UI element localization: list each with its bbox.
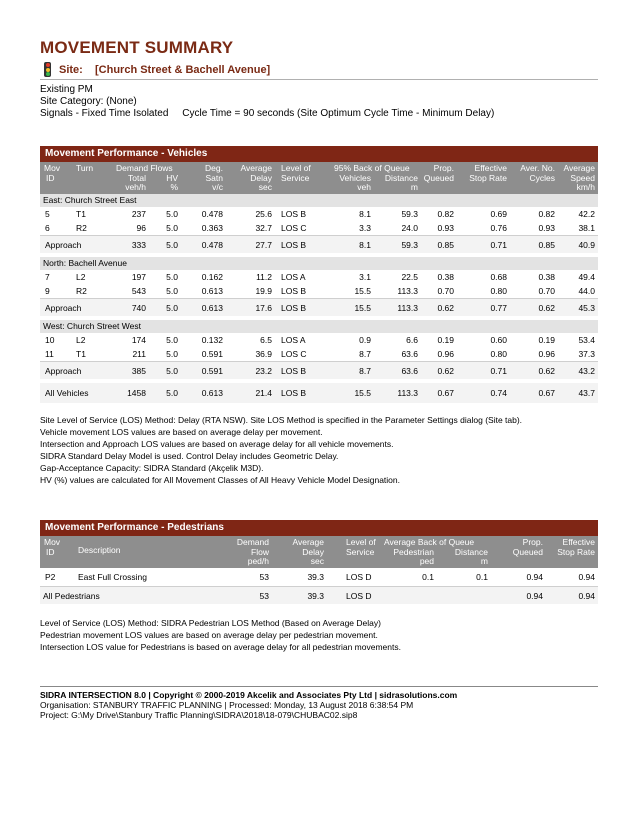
cell-dist: 0.1	[476, 572, 488, 582]
cell-delay: 23.2	[255, 366, 272, 376]
hdr-cycles: Cycles	[529, 172, 555, 183]
hdr-aver-no: Aver. No.	[520, 163, 555, 173]
cell-cycles: 0.19	[538, 335, 555, 345]
signals-info: Signals - Fixed Time Isolated Cycle Time = 90 seconds (Site Optimum Cycle Time - Minimum Delay)	[40, 108, 495, 119]
cell-delay: 21.4	[255, 388, 272, 398]
cell-hv: 5.0	[166, 240, 178, 250]
cell-mov: P2	[45, 572, 56, 582]
cell-veh: 15.5	[354, 303, 371, 313]
cell-speed: 43.2	[578, 366, 595, 376]
note-line: Gap-Acceptance Capacity: SIDRA Standard (Akçelik M3D).	[40, 463, 264, 473]
cell-stop: 0.80	[490, 286, 507, 296]
ped-hdr-ped: ped	[419, 556, 434, 566]
cell-speed: 45.3	[578, 303, 595, 313]
note-line: Level of Service (LOS) Method: SIDRA Pedestrian LOS Method (Based on Average Delay)	[40, 618, 381, 628]
cell-mov: All Vehicles	[45, 388, 89, 398]
cell-dist: 59.3	[401, 209, 418, 219]
cell-dist: 22.5	[401, 272, 418, 282]
cell-stop: 0.68	[490, 272, 507, 282]
cell-hv: 5.0	[166, 303, 178, 313]
cell-deg: 0.613	[201, 303, 223, 313]
cell-delay: 19.9	[255, 286, 272, 296]
cell-deg: 0.478	[201, 209, 223, 219]
hdr-back-queue: 95% Back of Queue	[334, 163, 410, 173]
ped-hdr-m: m	[480, 556, 488, 566]
cell-total: 197	[131, 272, 146, 282]
table-row	[40, 568, 598, 586]
cell-mov: 11	[45, 349, 54, 359]
site-name: [Church Street & Bachell Avenue]	[95, 64, 271, 76]
cell-cycles: 0.38	[538, 272, 555, 282]
ped-hdr-service: Service	[346, 546, 375, 557]
cell-turn: R2	[76, 223, 87, 233]
cell-stop: 0.76	[490, 223, 507, 233]
hdr-satn: Satn	[205, 172, 223, 183]
hdr-stop-rate: Stop Rate	[469, 172, 507, 183]
site-category: Site Category: (None)	[40, 96, 137, 107]
approach-section-header: North: Bachell Avenue	[40, 257, 598, 270]
site-label: Site:	[59, 64, 83, 76]
hdr-total: Total	[128, 172, 146, 183]
cell-stop: 0.94	[578, 591, 595, 601]
cell-total: 237	[131, 209, 146, 219]
table-row	[40, 284, 598, 298]
cell-ped: 0.1	[422, 572, 434, 582]
cell-total: 211	[132, 349, 146, 359]
cell-prop: 0.62	[437, 366, 454, 376]
cell-los: LOS B	[281, 209, 307, 219]
cell-los: LOS D	[346, 591, 372, 601]
cell-delay: 25.6	[255, 209, 272, 219]
ped-hdr-queued: Queued	[512, 546, 543, 557]
hdr-turn: Turn	[76, 163, 94, 173]
cell-cycles: 0.62	[538, 303, 555, 313]
cell-deg: 0.162	[201, 272, 223, 282]
table-row	[40, 347, 598, 361]
cell-veh: 8.7	[359, 349, 371, 359]
hdr-vehh: veh/h	[125, 182, 146, 192]
hdr-id: ID	[46, 172, 55, 183]
cell-dist: 24.0	[401, 223, 418, 233]
cell-label: All Pedestrians	[43, 591, 100, 601]
table-row	[40, 221, 598, 235]
cell-prop: 0.94	[526, 591, 543, 601]
cell-cycles: 0.67	[538, 388, 555, 398]
cell-stop: 0.74	[490, 388, 507, 398]
cell-hv: 5.0	[166, 272, 178, 282]
hdr-demand: Demand Flows	[116, 163, 173, 173]
approach-section-header: West: Church Street West	[40, 320, 598, 333]
ped-hdr-delay: Delay	[302, 546, 324, 557]
ped-hdr-levelof: Level of	[346, 537, 376, 547]
cell-prop: 0.82	[437, 209, 454, 219]
pedestrians-table	[40, 520, 598, 604]
cell-total: 1458	[127, 388, 146, 398]
footer-copyright: SIDRA INTERSECTION 8.0 | Copyright © 2000-2019 Akcelik and Associates Pty Ltd | sidrasolutions.com	[40, 690, 458, 700]
cell-dist: 63.6	[401, 366, 418, 376]
hdr-veh: veh	[357, 182, 371, 192]
note-line: HV (%) values are calculated for All Movement Classes of All Heavy Vehicle Model Designation.	[40, 475, 401, 485]
ped-hdr-pedestrian: Pedestrian	[393, 546, 434, 557]
cell-deg: 0.478	[201, 240, 223, 250]
cell-delay: 39.3	[307, 591, 324, 601]
cell-cycles: 0.62	[538, 366, 555, 376]
cell-veh: 3.1	[359, 272, 371, 282]
cell-flow: 53	[259, 591, 269, 601]
cell-delay: 11.2	[256, 272, 272, 282]
cell-total: 174	[131, 335, 146, 345]
ped-hdr-pedh: ped/h	[247, 556, 269, 566]
table-row	[40, 333, 598, 347]
cell-veh: 15.5	[354, 388, 371, 398]
table-row	[40, 270, 598, 284]
cell-prop: 0.94	[526, 572, 543, 582]
cell-hv: 5.0	[166, 349, 178, 359]
vehicles-table-title: Movement Performance - Vehicles	[40, 146, 598, 162]
footer-project: Project: G:\My Drive\Stanbury Traffic Planning\SIDRA\2018\18-079\CHUBAC02.sip8	[40, 710, 358, 720]
cell-deg: 0.613	[201, 388, 223, 398]
cell-stop: 0.71	[490, 240, 507, 250]
cell-deg: 0.132	[201, 335, 223, 345]
cell-los: LOS B	[281, 366, 307, 376]
cell-total: 96	[136, 223, 146, 233]
hdr-levelof: Level of	[281, 163, 311, 173]
cell-mov: 7	[45, 272, 50, 282]
cell-turn: T1	[76, 209, 86, 219]
cell-turn: L2	[76, 272, 86, 282]
hdr-pct: %	[170, 182, 178, 192]
cell-los: LOS C	[281, 349, 307, 359]
cell-speed: 37.3	[578, 349, 595, 359]
ped-hdr-back-queue: Average Back of Queue	[384, 537, 475, 547]
cell-prop: 0.67	[437, 388, 454, 398]
all-pedestrians-row	[40, 586, 598, 604]
hdr-service: Service	[281, 172, 310, 183]
cell-turn: T1	[76, 349, 86, 359]
cell-los: LOS D	[346, 572, 372, 582]
note-line: Intersection LOS value for Pedestrians is based on average delay for all pedestrian movements.	[40, 642, 401, 652]
note-line: Vehicle movement LOS values are based on average delay per movement.	[40, 427, 323, 437]
ped-hdr-distance: Distance	[454, 546, 488, 557]
ped-hdr-effective: Effective	[562, 537, 595, 547]
scenario-name: Existing PM	[40, 84, 93, 95]
hdr-vehicles: Vehicles	[339, 172, 371, 183]
cell-veh: 8.1	[359, 209, 371, 219]
cell-total: 333	[131, 240, 146, 250]
cell-prop: 0.96	[437, 349, 454, 359]
pedestrians-table-body	[40, 568, 598, 604]
hdr-average-speed: Average	[563, 163, 595, 173]
cell-dist: 113.3	[397, 286, 418, 296]
hdr-vc: v/c	[212, 182, 223, 192]
pedestrians-table-header	[40, 536, 598, 568]
hdr-queued: Queued	[423, 172, 454, 183]
cell-los: LOS A	[281, 335, 306, 345]
hdr-hv: HV	[166, 172, 178, 183]
cell-hv: 5.0	[166, 223, 178, 233]
cell-stop: 0.77	[490, 303, 507, 313]
cell-delay: 39.3	[307, 572, 324, 582]
cell-stop: 0.94	[578, 572, 595, 582]
cell-dist: 113.3	[397, 303, 418, 313]
ped-hdr-prop: Prop.	[522, 537, 543, 547]
cell-hv: 5.0	[166, 209, 178, 219]
cell-mov: 5	[45, 209, 50, 219]
vehicle-notes	[40, 414, 522, 486]
cell-veh: 8.7	[359, 366, 371, 376]
note-line: SIDRA Standard Delay Model is used. Control Delay includes Geometric Delay.	[40, 451, 339, 461]
cell-stop: 0.71	[490, 366, 507, 376]
cell-mov: 10	[45, 335, 55, 345]
cell-veh: 3.3	[359, 223, 371, 233]
hdr-m: m	[410, 182, 418, 192]
ped-hdr-mov: Mov	[44, 537, 61, 547]
cell-dist: 113.3	[397, 388, 418, 398]
ped-hdr-flow: Flow	[251, 546, 269, 557]
cell-total: 385	[131, 366, 146, 376]
ped-hdr-description: Description	[78, 545, 121, 555]
cell-dist: 6.6	[406, 335, 418, 345]
cell-prop: 0.62	[437, 303, 454, 313]
hdr-speed: Speed	[570, 172, 595, 183]
cell-hv: 5.0	[166, 335, 178, 345]
hdr-delay: Delay	[250, 172, 272, 183]
cell-speed: 49.4	[578, 272, 595, 282]
cell-prop: 0.70	[437, 286, 454, 296]
site-header	[40, 62, 598, 80]
approach-section-header: East: Church Street East	[40, 194, 598, 207]
cell-stop: 0.80	[490, 349, 507, 359]
cell-stop: 0.69	[490, 209, 507, 219]
cell-los: LOS B	[281, 240, 307, 250]
footer-organisation: Organisation: STANBURY TRAFFIC PLANNING | Processed: Monday, 13 August 2018 6:38:54 PM	[40, 700, 414, 710]
page-title: MOVEMENT SUMMARY	[40, 38, 234, 57]
ped-hdr-demand: Demand	[236, 537, 269, 547]
cell-delay: 27.7	[255, 240, 272, 250]
cell-hv: 5.0	[166, 388, 178, 398]
pedestrians-table-title: Movement Performance - Pedestrians	[40, 520, 598, 536]
ped-hdr-id: ID	[46, 546, 55, 557]
cell-los: LOS B	[281, 388, 307, 398]
cell-cycles: 0.96	[538, 349, 555, 359]
cell-los: LOS B	[281, 286, 307, 296]
traffic-light-icon	[44, 62, 51, 77]
cell-veh: 8.1	[359, 240, 371, 250]
cell-dist: 63.6	[401, 349, 418, 359]
hdr-kmh: km/h	[576, 182, 595, 192]
cell-mov: Approach	[45, 240, 82, 250]
cell-mov: 9	[45, 286, 50, 296]
cell-prop: 0.19	[437, 335, 454, 345]
ped-hdr-stop-rate: Stop Rate	[557, 546, 595, 557]
cell-speed: 44.0	[578, 286, 595, 296]
cell-total: 740	[131, 303, 146, 313]
ped-hdr-average: Average	[292, 537, 324, 547]
note-line: Intersection and Approach LOS values are based on average delay for all vehicle movements.	[40, 439, 394, 449]
hdr-distance: Distance	[384, 172, 418, 183]
vehicles-table-header	[40, 162, 598, 194]
cell-veh: 0.9	[359, 335, 371, 345]
vehicles-table-body	[40, 194, 598, 403]
all-vehicles-row	[40, 383, 598, 403]
approach-total-row	[40, 298, 598, 316]
cell-speed: 38.1	[578, 223, 595, 233]
cell-delay: 6.5	[260, 335, 272, 345]
cell-stop: 0.60	[490, 335, 507, 345]
cell-speed: 40.9	[578, 240, 595, 250]
cell-speed: 53.4	[578, 335, 595, 345]
cell-hv: 5.0	[166, 366, 178, 376]
hdr-average: Average	[240, 163, 272, 173]
cell-mov: 6	[45, 223, 50, 233]
cell-prop: 0.93	[437, 223, 454, 233]
cell-los: LOS B	[281, 303, 307, 313]
cell-speed: 42.2	[578, 209, 595, 219]
table-row	[40, 207, 598, 221]
cell-prop: 0.38	[437, 272, 454, 282]
note-line: Pedestrian movement LOS values are based on average delay per pedestrian movement.	[40, 630, 378, 640]
hdr-mov: Mov	[44, 163, 61, 173]
approach-total-row	[40, 361, 598, 379]
cell-prop: 0.85	[437, 240, 454, 250]
cell-delay: 17.6	[255, 303, 272, 313]
cell-flow: 53	[259, 572, 269, 582]
cell-cycles: 0.70	[538, 286, 555, 296]
ped-hdr-sec: sec	[310, 556, 324, 566]
cell-delay: 36.9	[255, 349, 272, 359]
hdr-sec: sec	[258, 182, 272, 192]
note-line: Site Level of Service (LOS) Method: Delay (RTA NSW). Site LOS Method is specified in the Parameter Settings dialog (Site tab).	[40, 415, 523, 425]
cell-mov: Approach	[45, 366, 82, 376]
pedestrian-notes	[40, 617, 401, 653]
cell-total: 543	[131, 286, 146, 296]
cell-mov: Approach	[45, 303, 82, 313]
hdr-deg: Deg.	[205, 163, 223, 173]
cell-deg: 0.613	[201, 286, 223, 296]
cell-turn: R2	[76, 286, 87, 296]
cell-delay: 32.7	[255, 223, 272, 233]
cell-deg: 0.591	[201, 349, 223, 359]
cell-dist: 59.3	[401, 240, 418, 250]
cell-deg: 0.591	[201, 366, 223, 376]
cell-veh: 15.5	[354, 286, 371, 296]
cell-hv: 5.0	[166, 286, 178, 296]
cell-speed: 43.7	[578, 388, 595, 398]
report-footer	[40, 686, 598, 720]
cell-cycles: 0.85	[538, 240, 555, 250]
hdr-effective: Effective	[474, 163, 507, 173]
hdr-prop: Prop.	[433, 163, 454, 173]
cell-los: LOS C	[281, 223, 307, 233]
cell-los: LOS A	[281, 272, 306, 282]
vehicles-table	[40, 146, 598, 403]
cell-desc: East Full Crossing	[78, 572, 147, 582]
approach-total-row	[40, 235, 598, 253]
cell-cycles: 0.93	[538, 223, 555, 233]
cell-deg: 0.363	[201, 223, 223, 233]
cell-cycles: 0.82	[538, 209, 555, 219]
cell-turn: L2	[76, 335, 86, 345]
